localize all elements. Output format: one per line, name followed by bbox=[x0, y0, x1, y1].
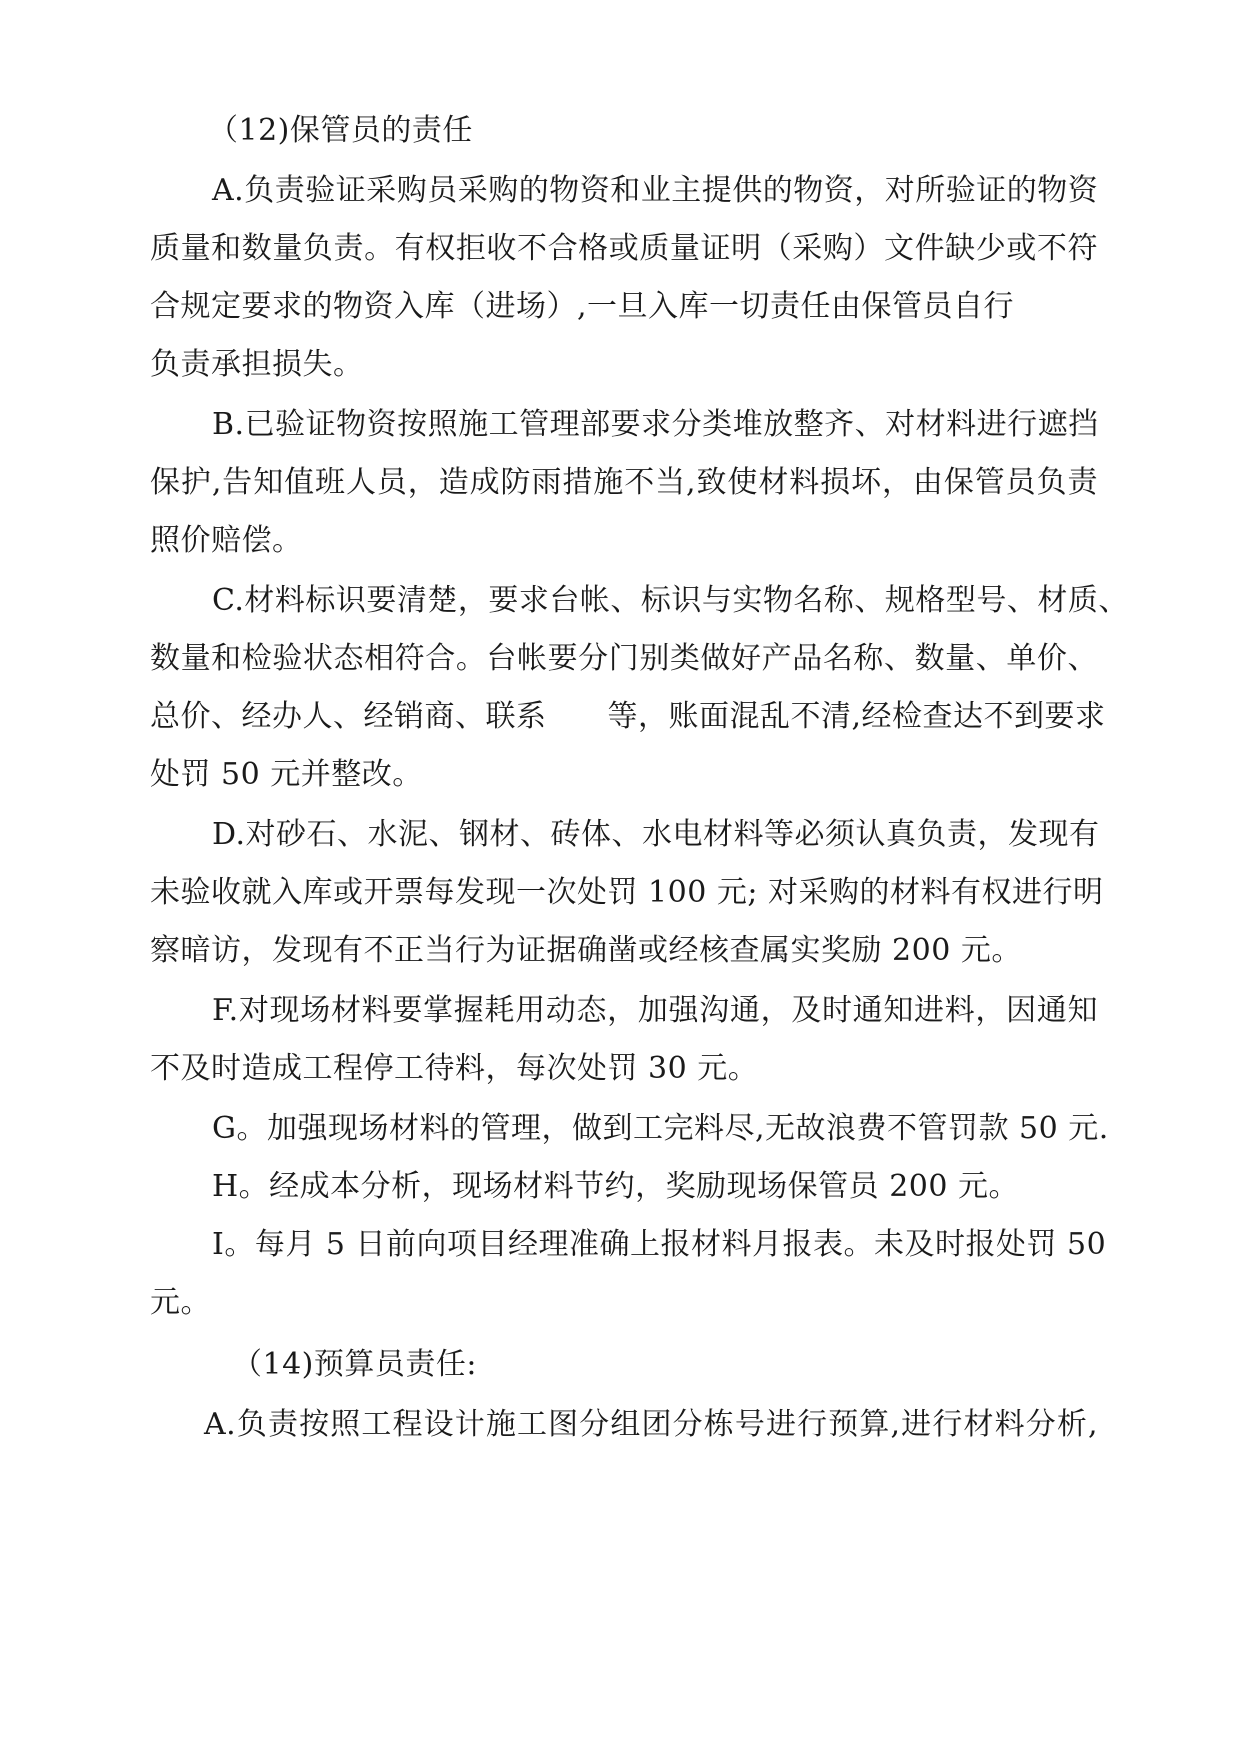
item-c-line-2: 数量和检验状态相符合。台帐要分门别类做好产品名称、数量、单价、 bbox=[150, 641, 1098, 676]
item-i-line-2: 元。 bbox=[150, 1285, 211, 1320]
item-a-line-4: 负责承担损失。 bbox=[150, 347, 364, 382]
section-12-heading: （12)保管员的责任 bbox=[208, 113, 473, 148]
item-c-line-4: 处罚 50 元并整改。 bbox=[150, 757, 423, 792]
item-a-line-3: 合规定要求的物资入库（进场）,一旦入库一切责任由保管员自行 bbox=[150, 289, 1015, 324]
item-h-line-1: H。经成本分析，现场材料节约，奖励现场保管员 200 元。 bbox=[212, 1169, 1019, 1204]
item-g-line-1: G。加强现场材料的管理，做到工完料尽,无故浪费不管罚款 50 元. bbox=[212, 1111, 1109, 1146]
item-d-line-1: D.对砂石、水泥、钢材、砖体、水电材料等必须认真负责，发现有 bbox=[212, 817, 1100, 852]
item-f-line-2: 不及时造成工程停工待料，每次处罚 30 元。 bbox=[150, 1051, 759, 1086]
item-d-line-3: 察暗访，发现有不正当行为证据确凿或经核查属实奖励 200 元。 bbox=[150, 933, 1022, 968]
item-a-line-2: 质量和数量负责。有权拒收不合格或质量证明（采购）文件缺少或不符 bbox=[150, 231, 1098, 266]
item-a-line-1: A.负责验证采购员采购的物资和业主提供的物资，对所验证的物资 bbox=[212, 173, 1099, 208]
item-b-line-1: B.已验证物资按照施工管理部要求分类堆放整齐、对材料进行遮挡 bbox=[212, 407, 1099, 442]
section-14-item-a-line-1: A.负责按照工程设计施工图分组团分栋号进行预算,进行材料分析, bbox=[204, 1407, 1098, 1442]
item-d-line-2: 未验收就入库或开票每发现一次处罚 100 元; 对采购的材料有权进行明 bbox=[150, 875, 1104, 910]
item-c-line-3: 总价、经办人、经销商、联系 等，账面混乱不清,经检查达不到要求 bbox=[150, 699, 1106, 734]
item-b-line-2: 保护,告知值班人员，造成防雨措施不当,致使材料损坏，由保管员负责 bbox=[150, 465, 1098, 500]
section-14-heading: （14)预算员责任: bbox=[232, 1347, 477, 1382]
item-c-line-1: C.材料标识要清楚，要求台帐、标识与实物名称、规格型号、材质、 bbox=[212, 583, 1129, 618]
item-i-line-1: I。每月 5 日前向项目经理准确上报材料月报表。未及时报处罚 50 bbox=[212, 1227, 1107, 1262]
item-b-line-3: 照价赔偿。 bbox=[150, 523, 303, 558]
item-f-line-1: F.对现场材料要掌握耗用动态，加强沟通，及时通知进料，因通知 bbox=[212, 993, 1098, 1028]
